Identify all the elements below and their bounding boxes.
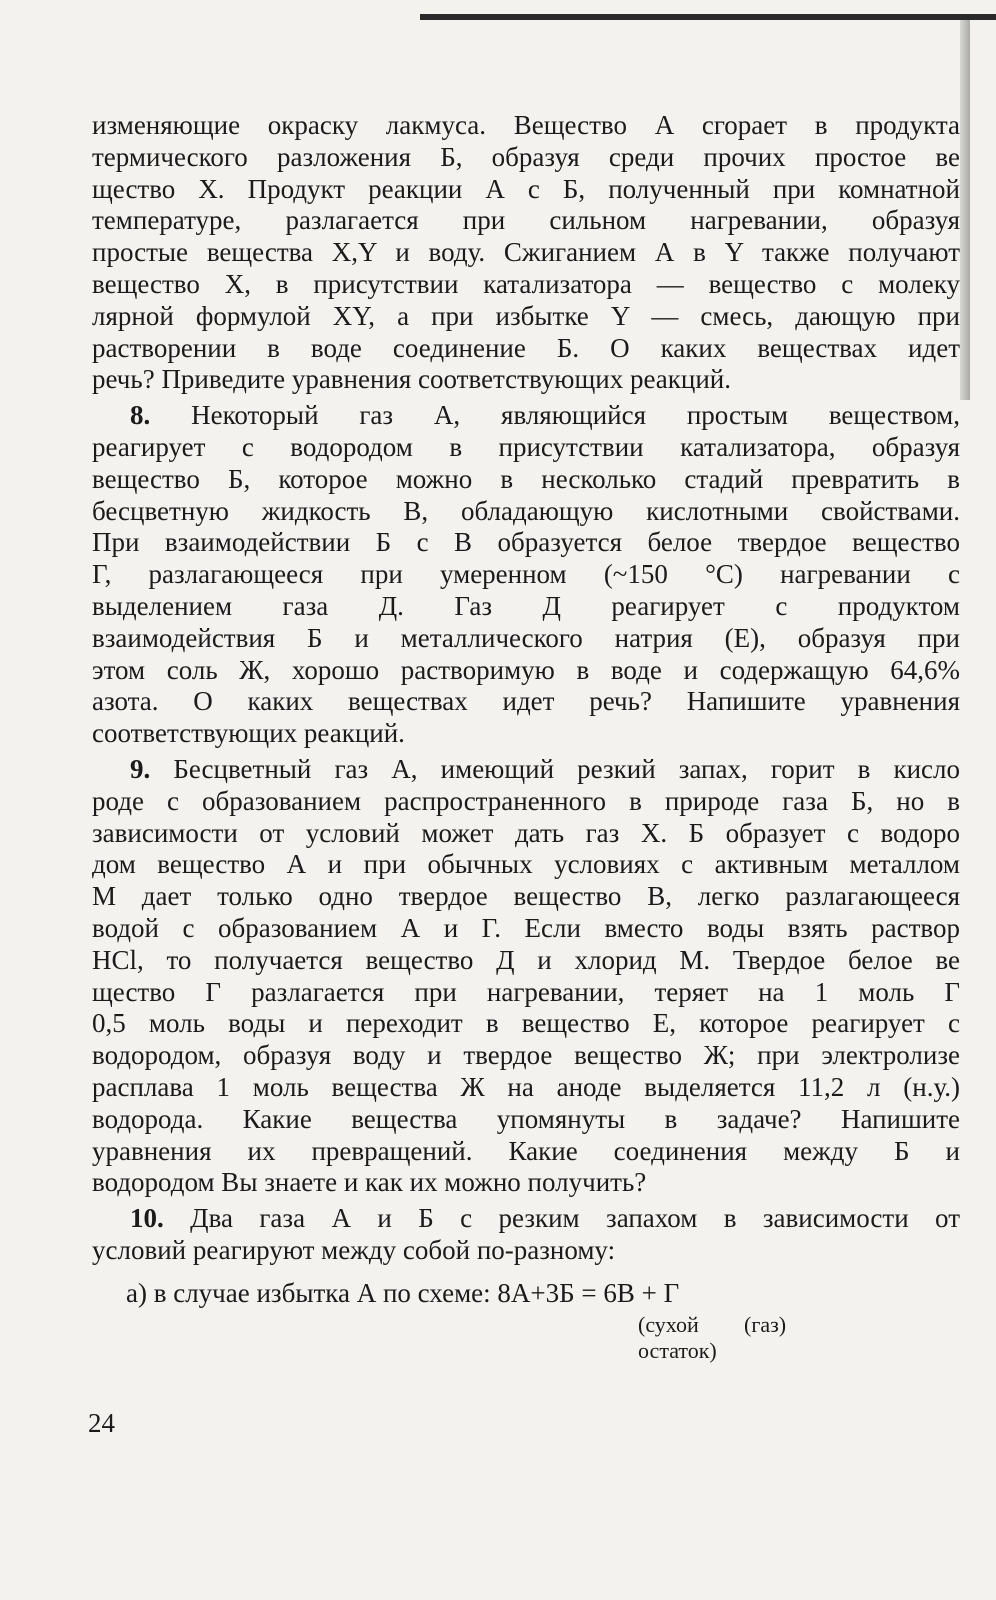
text-line: 10. Два газа А и Б с резким запахом в зависимости от <box>130 1203 960 1234</box>
text-line: лярной формулой XY, а при избытке Y — смесь, дающую при <box>92 300 960 331</box>
text-line: Г, разлагающееся при умеренном (~150 °С) нагревании с <box>92 559 960 590</box>
text-line: взаимодействия Б и металлического натрия (Е), образуя при <box>92 622 960 653</box>
text-line: условий реагируют между собой по-разному: <box>92 1234 616 1265</box>
page-edge-shadow <box>960 20 970 400</box>
reaction-scheme-a: а) в случае избытка А по схеме: 8А+3Б = 6В + Г <box>126 1278 680 1308</box>
problem-number: 9. <box>130 753 151 784</box>
text-line: водорода. Какие вещества упомянуты в задаче? Напишите <box>92 1103 960 1134</box>
problem-9 <box>92 754 960 1199</box>
text-line: растворении в воде соединение Б. О каких веществах идет <box>92 332 960 363</box>
text-line: изменяющие окраску лакмуса. Вещество А сгорает в продукта <box>92 110 960 140</box>
note-gas: (газ) <box>744 1312 787 1337</box>
text-line: щество X. Продукт реакции А с Б, полученный при комнатной <box>92 173 960 204</box>
text-line: расплава 1 моль вещества Ж на аноде выделяется 11,2 л (н.у.) <box>92 1071 960 1102</box>
text-line: реагирует с водородом в присутствии катализатора, образуя <box>92 431 960 462</box>
note-dry-residue-line-1: (сухой <box>638 1312 699 1337</box>
text-line: 8. Некоторый газ А, являющийся простым веществом, <box>130 400 960 431</box>
text-line: При взаимодействии Б с В образуется белое твердое вещество <box>92 527 960 558</box>
text-line: 9. Бесцветный газ А, имеющий резкий запах, горит в кисло <box>130 753 960 784</box>
top-edge-shadow <box>420 14 996 20</box>
text-line: 0,5 моль воды и переходит в вещество Е, которое реагирует с <box>92 1008 960 1039</box>
text-line: уравнения их превращений. Какие соединения между Б и <box>92 1135 960 1166</box>
text-line: водой с образованием А и Г. Если вместо воды взять раствор <box>92 912 960 943</box>
text-line: простые вещества X,Y и воду. Сжиганием А в Y также получают <box>92 237 960 268</box>
problem-10 <box>92 1203 960 1267</box>
page-number: 24 <box>88 1408 115 1438</box>
text-line: HCl, то получается вещество Д и хлорид М. Твердое белое ве <box>92 944 960 975</box>
problem-number: 10. <box>130 1203 164 1234</box>
text-line: речь? Приведите уравнения соответствующих реакций. <box>92 364 731 395</box>
text-line: этом соль Ж, хорошо растворимую в воде и содержащую 64,6% <box>92 654 960 685</box>
text-line: бесцветную жидкость В, обладающую кислотными свойствами. <box>92 495 960 526</box>
text-line: зависимости от условий может дать газ X. Б образует с водоро <box>92 817 960 848</box>
problem-8 <box>92 400 960 750</box>
text-line: выделением газа Д. Газ Д реагирует с продуктом <box>92 590 960 621</box>
text-line: роде с образованием распространенного в природе газа Б, но в <box>92 785 960 816</box>
text-line: азота. О каких веществах идет речь? Напишите уравнения <box>92 686 960 717</box>
text-line: вещество X, в присутствии катализатора — вещество с молеку <box>92 268 960 299</box>
text-line: водородом Вы знаете и как их можно получить? <box>92 1167 647 1198</box>
text-line: дом вещество А и при обычных условиях с активным металлом <box>92 849 960 880</box>
text-line: соответствующих реакций. <box>92 718 405 749</box>
text-line: щество Г разлагается при нагревании, теряет на 1 моль Г <box>92 976 960 1007</box>
text-line: вещество Б, которое можно в несколько стадий превратить в <box>92 463 960 494</box>
text-line: температуре, разлагается при сильном нагревании, образуя <box>92 205 960 236</box>
note-dry-residue-line-2: остаток) <box>638 1338 717 1363</box>
text-line: водородом, образуя воду и твердое вещество Ж; при электролизе <box>92 1040 960 1071</box>
text-line: термического разложения Б, образуя среди прочих простое ве <box>92 141 960 172</box>
paragraph-7-continuation <box>92 110 960 396</box>
page-body <box>92 110 960 1267</box>
problem-number: 8. <box>130 400 151 431</box>
text-line: М дает только одно твердое вещество В, легко разлагающееся <box>92 881 960 912</box>
